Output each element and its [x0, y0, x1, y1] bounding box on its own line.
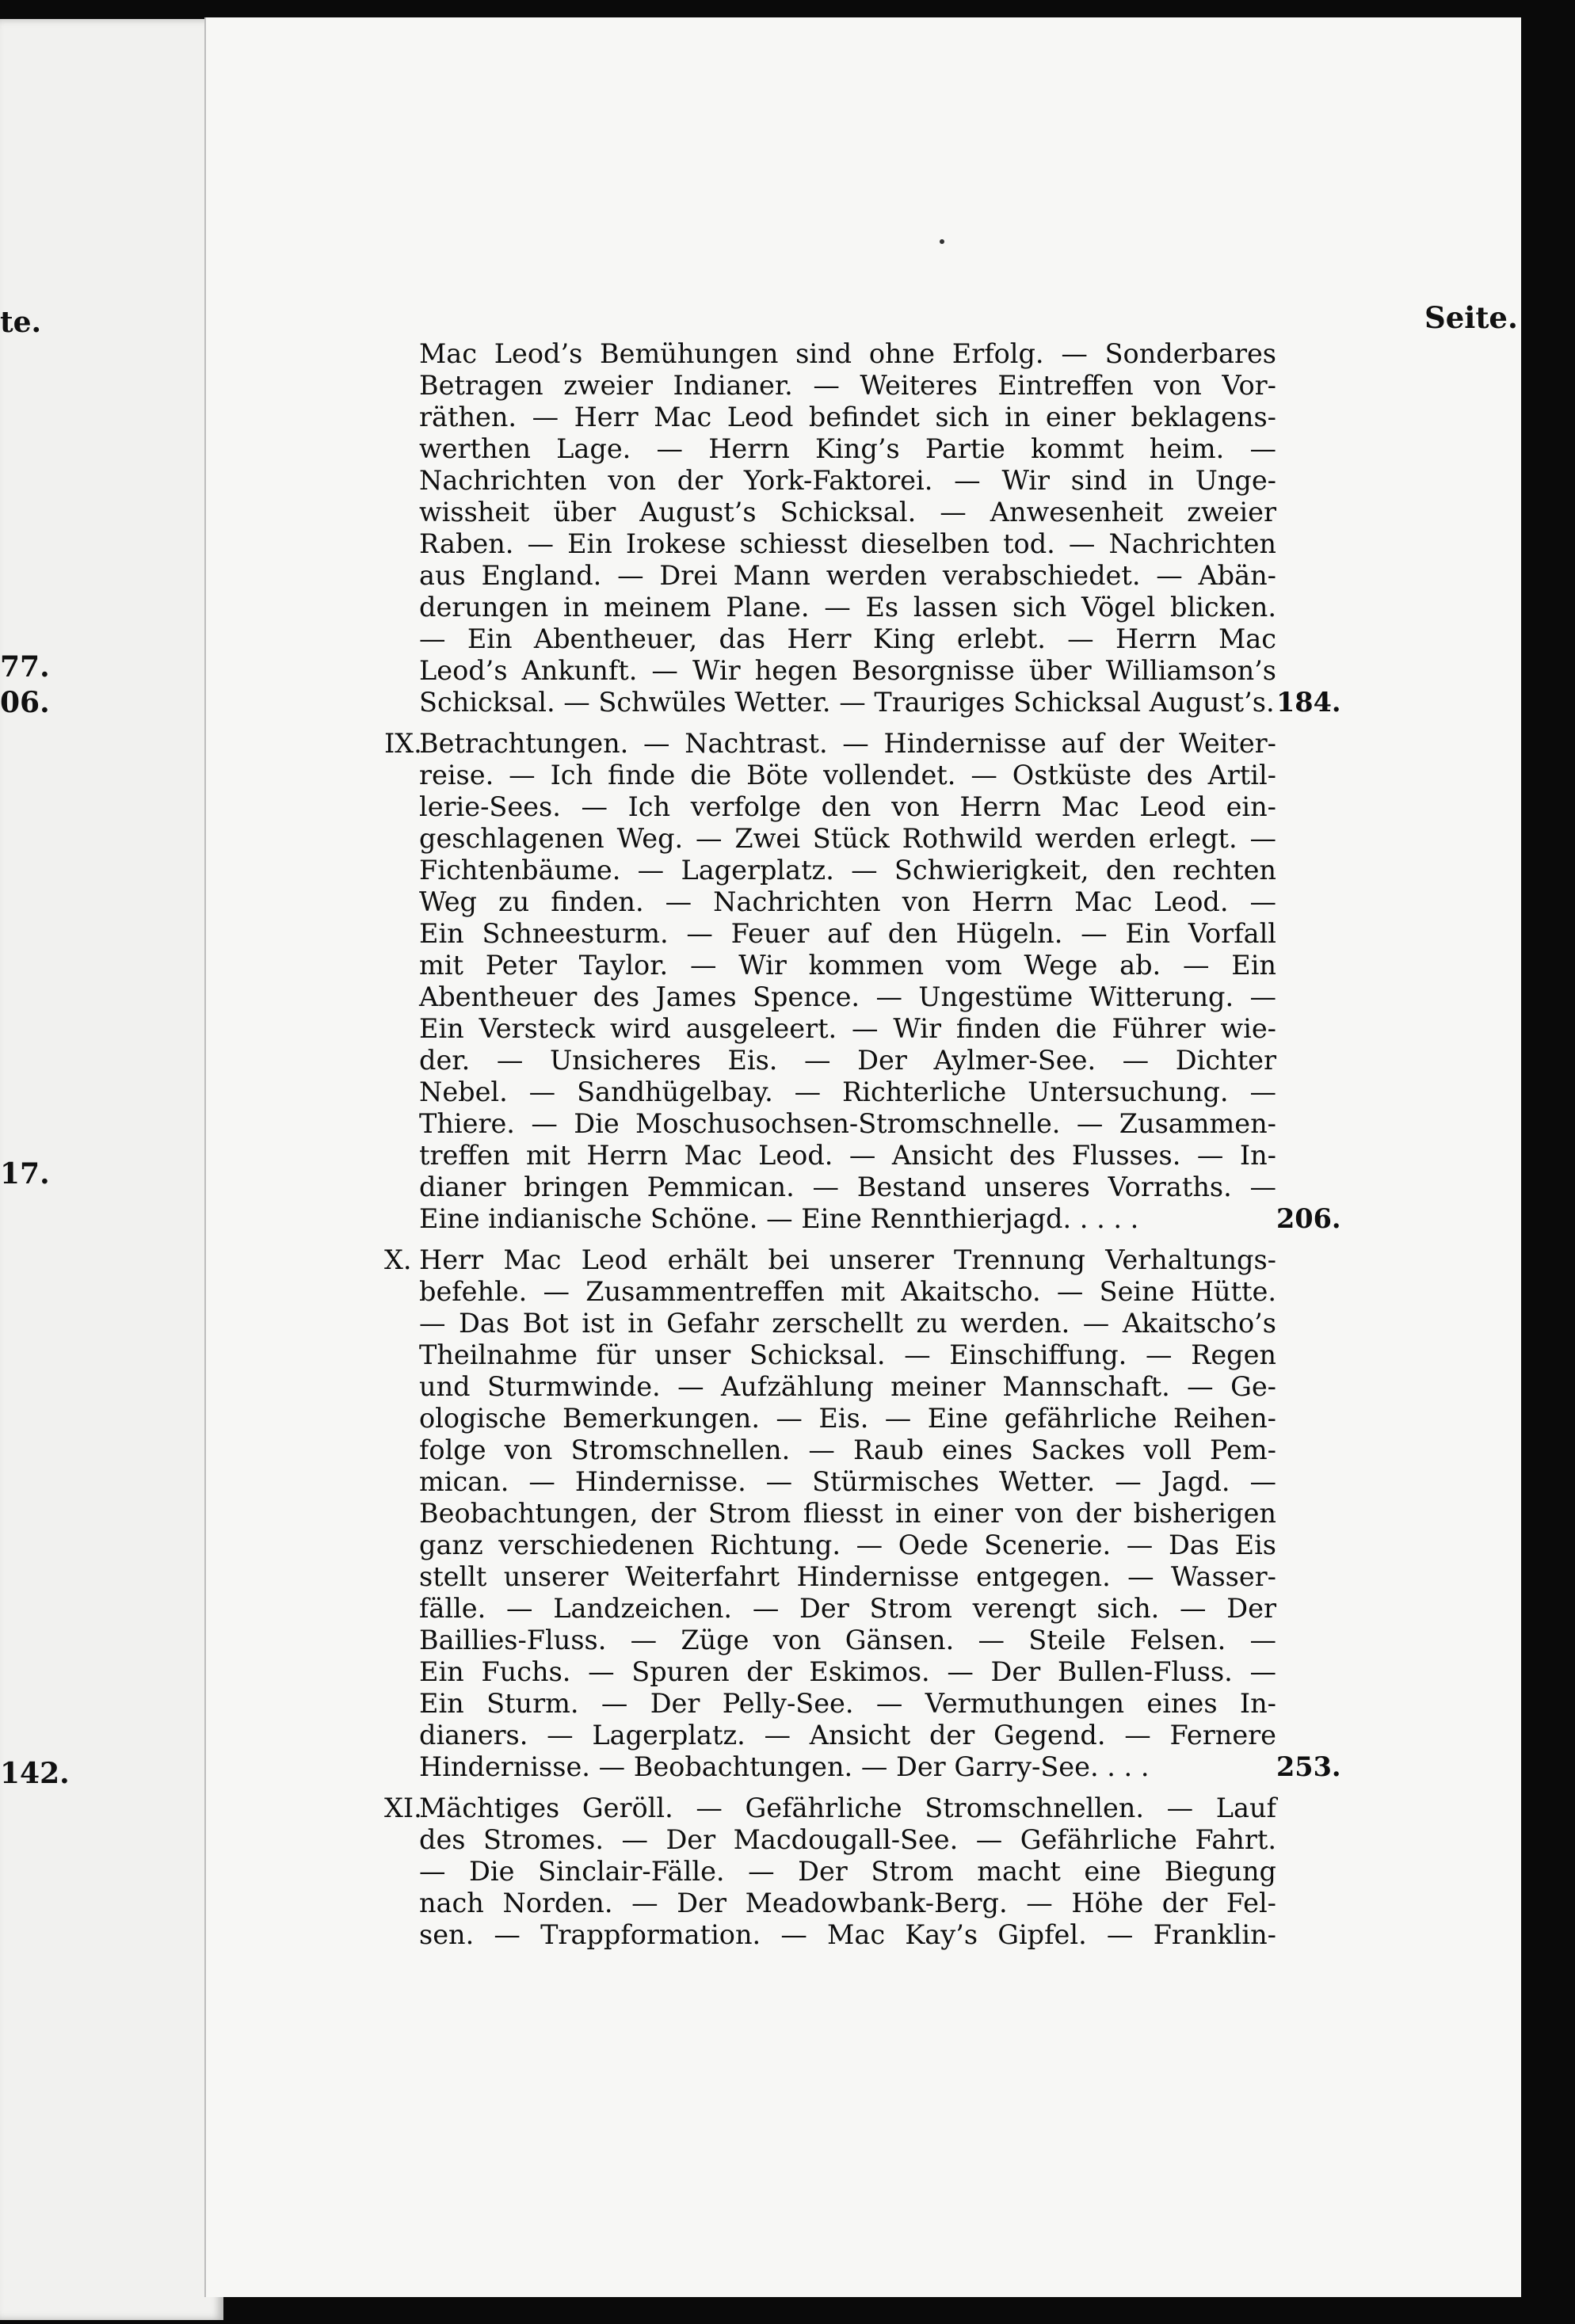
toc-line-text: Ein Fuchs. — Spuren der Eskimos. — Der Bullen-Fluss. —	[419, 1656, 1276, 1687]
toc-line	[384, 1888, 1509, 1919]
left-page-fragment: 77.	[0, 650, 50, 684]
toc-line	[384, 1076, 1509, 1108]
toc-line-text: lerie-Sees. — Ich verfolge den von Herrn Mac Leod ein-	[419, 791, 1276, 822]
toc-line	[384, 1045, 1509, 1076]
toc-line	[384, 655, 1509, 687]
toc-line	[384, 760, 1509, 791]
toc-line-text: treffen mit Herrn Mac Leod. — Ansicht des Flusses. — In-	[419, 1140, 1276, 1171]
toc-line-text: der. — Unsicheres Eis. — Der Aylmer-See. — Dichter	[419, 1045, 1276, 1076]
toc-line	[384, 1244, 1509, 1276]
ink-speck	[940, 239, 944, 244]
toc-line-text: räthen. — Herr Mac Leod befindet sich in einer beklagens-	[419, 402, 1276, 432]
toc-line	[384, 1530, 1509, 1561]
toc-line	[384, 1339, 1509, 1371]
toc-line	[384, 1108, 1509, 1140]
toc-line-text: Fichtenbäume. — Lagerplatz. — Schwierigkeit, den rechten	[419, 855, 1276, 886]
toc-line-text: sen. — Trappformation. — Mac Kay’s Gipfel. — Franklin-	[419, 1919, 1276, 1950]
toc-line-text: mit Peter Taylor. — Wir kommen vom Wege ab. — Ein	[419, 950, 1276, 981]
toc-line	[384, 1688, 1509, 1720]
toc-line-text: Betragen zweier Indianer. — Weiteres Eintreffen von Vor-	[419, 370, 1276, 401]
toc-line-text: Weg zu finden. — Nachrichten von Herrn Mac Leod. —	[419, 886, 1276, 917]
toc-line-text: dianer bringen Pemmican. — Bestand unseres Vorraths. —	[419, 1172, 1276, 1202]
toc-line	[384, 1919, 1509, 1951]
toc-line-text: Eine indianische Schöne. — Eine Rennthierjagd. . . . .	[419, 1203, 1139, 1234]
left-page-fragment: 06.	[0, 686, 50, 719]
toc-line	[384, 1203, 1509, 1235]
toc-line	[384, 1308, 1509, 1339]
toc-line	[384, 1013, 1509, 1045]
toc-line	[384, 560, 1509, 592]
toc-entry	[384, 338, 1509, 718]
toc-line	[384, 1751, 1509, 1783]
toc-line-text: Baillies-Fluss. — Züge von Gänsen. — Steile Felsen. —	[419, 1625, 1276, 1655]
toc-line-text: ganz verschiedenen Richtung. — Oede Scenerie. — Das Eis	[419, 1530, 1276, 1560]
toc-line-text: dianers. — Lagerplatz. — Ansicht der Gegend. — Fernere	[419, 1720, 1276, 1751]
table-of-contents	[384, 338, 1509, 1960]
toc-line	[384, 528, 1509, 560]
toc-line-text: befehle. — Zusammentreffen mit Akaitscho. — Seine Hütte.	[419, 1276, 1276, 1307]
toc-line	[384, 370, 1509, 402]
toc-line	[384, 1371, 1509, 1403]
toc-line-text: aus England. — Drei Mann werden verabschiedet. — Abän-	[419, 560, 1276, 591]
toc-line	[384, 1561, 1509, 1593]
page-number: 253.	[1276, 1751, 1341, 1782]
toc-line-text: stellt unserer Weiterfahrt Hindernisse entgegen. — Wasser-	[419, 1561, 1276, 1592]
toc-line	[384, 1625, 1509, 1656]
toc-line-text: werthen Lage. — Herrn King’s Partie kommt heim. —	[419, 433, 1276, 464]
toc-line	[384, 1466, 1509, 1498]
toc-line	[384, 1856, 1509, 1888]
toc-entry	[384, 1244, 1509, 1783]
toc-line	[384, 1172, 1509, 1203]
toc-line-text: reise. — Ich finde die Böte vollendet. — Ostküste des Artil-	[419, 760, 1276, 791]
toc-line-text: mican. — Hindernisse. — Stürmisches Wetter. — Jagd. —	[419, 1466, 1276, 1497]
toc-line-text: derungen in meinem Plane. — Es lassen sich Vögel blicken.	[419, 592, 1276, 623]
page-number: 184.	[1276, 687, 1341, 718]
toc-line	[384, 687, 1509, 718]
toc-line-text: Herr Mac Leod erhält bei unserer Trennung Verhaltungs-	[419, 1244, 1276, 1275]
toc-line	[384, 1403, 1509, 1434]
toc-line-text: Ein Schneesturm. — Feuer auf den Hügeln. — Ein Vorfall	[419, 918, 1276, 949]
toc-line-text: Betrachtungen. — Nachtrast. — Hindernisse auf der Weiter-	[419, 728, 1276, 759]
toc-line	[384, 1824, 1509, 1856]
toc-line-text: Mächtiges Geröll. — Gefährliche Stromschnellen. — Lauf	[419, 1793, 1276, 1823]
toc-line-text: Nachrichten von der York-Faktorei. — Wir sind in Unge-	[419, 465, 1276, 496]
toc-line	[384, 402, 1509, 433]
toc-line	[384, 465, 1509, 497]
chapter-number: X.	[384, 1244, 412, 1275]
toc-line-text: — Ein Abentheuer, das Herr King erlebt. — Herrn Mac	[419, 623, 1276, 654]
chapter-number: IX.	[384, 728, 422, 759]
toc-line-text: des Stromes. — Der Macdougall-See. — Gefährliche Fahrt.	[419, 1824, 1276, 1855]
toc-line	[384, 791, 1509, 823]
toc-entry	[384, 728, 1509, 1235]
toc-entry	[384, 1793, 1509, 1951]
toc-line-text: Raben. — Ein Irokese schiesst dieselben tod. — Nachrichten	[419, 528, 1276, 559]
toc-line-text: Schicksal. — Schwüles Wetter. — Trauriges Schicksal August’s.	[419, 687, 1275, 718]
toc-line-text: Nebel. — Sandhügelbay. — Richterliche Untersuchung. —	[419, 1076, 1276, 1107]
toc-line	[384, 950, 1509, 981]
toc-line-text: Hindernisse. — Beobachtungen. — Der Garry-See. . . .	[419, 1751, 1150, 1782]
left-page	[0, 19, 223, 2320]
toc-line	[384, 823, 1509, 855]
toc-line-text: Ein Sturm. — Der Pelly-See. — Vermuthungen eines In-	[419, 1688, 1276, 1719]
page-number: 206.	[1276, 1203, 1341, 1234]
toc-line	[384, 1593, 1509, 1625]
toc-line	[384, 1276, 1509, 1308]
toc-line-text: Thiere. — Die Moschusochsen-Stromschnelle. — Zusammen-	[419, 1108, 1276, 1139]
toc-line	[384, 497, 1509, 528]
chapter-number: XI.	[384, 1793, 422, 1823]
left-page-fragment: 17.	[0, 1157, 50, 1191]
toc-line	[384, 338, 1509, 370]
toc-line	[384, 1140, 1509, 1172]
toc-line	[384, 1434, 1509, 1466]
toc-line-text: und Sturmwinde. — Aufzählung meiner Mannschaft. — Ge-	[419, 1371, 1276, 1402]
toc-line-text: wissheit über August’s Schicksal. — Anwesenheit zweier	[419, 497, 1276, 528]
toc-line-text: ologische Bemerkungen. — Eis. — Eine gefährliche Reihen-	[419, 1403, 1276, 1434]
right-page	[204, 17, 1521, 2297]
toc-line	[384, 1656, 1509, 1688]
toc-line-text: Theilnahme für unser Schicksal. — Einschiffung. — Regen	[419, 1339, 1276, 1370]
toc-line-text: geschlagenen Weg. — Zwei Stück Rothwild werden erlegt. —	[419, 823, 1276, 854]
toc-line	[384, 728, 1509, 760]
toc-line	[384, 592, 1509, 623]
page-column-header: Seite.	[1424, 300, 1518, 335]
toc-line	[384, 855, 1509, 886]
toc-line	[384, 1793, 1509, 1824]
toc-line-text: folge von Stromschnellen. — Raub eines Sackes voll Pem-	[419, 1434, 1276, 1465]
toc-line	[384, 886, 1509, 918]
toc-line-text: Beobachtungen, der Strom fliesst in einer von der bisherigen	[419, 1498, 1276, 1529]
toc-line	[384, 918, 1509, 950]
toc-line-text: fälle. — Landzeichen. — Der Strom verengt sich. — Der	[419, 1593, 1276, 1624]
left-page-fragment: 142.	[0, 1757, 70, 1790]
toc-line-text: — Das Bot ist in Gefahr zerschellt zu werden. — Akaitscho’s	[419, 1308, 1276, 1339]
toc-line-text: Ein Versteck wird ausgeleert. — Wir finden die Führer wie-	[419, 1013, 1276, 1044]
toc-line-text: — Die Sinclair-Fälle. — Der Strom macht eine Biegung	[419, 1856, 1276, 1887]
toc-line-text: Abentheuer des James Spence. — Ungestüme Witterung. —	[419, 981, 1276, 1012]
toc-line-text: nach Norden. — Der Meadowbank-Berg. — Höhe der Fel-	[419, 1888, 1276, 1918]
toc-line	[384, 433, 1509, 465]
toc-line	[384, 1498, 1509, 1530]
toc-line	[384, 623, 1509, 655]
left-page-fragment: te.	[0, 306, 42, 339]
toc-line	[384, 981, 1509, 1013]
toc-line-text: Leod’s Ankunft. — Wir hegen Besorgnisse über Williamson’s	[419, 655, 1276, 686]
toc-line	[384, 1720, 1509, 1751]
toc-line-text: Mac Leod’s Bemühungen sind ohne Erfolg. — Sonderbares	[419, 338, 1276, 369]
